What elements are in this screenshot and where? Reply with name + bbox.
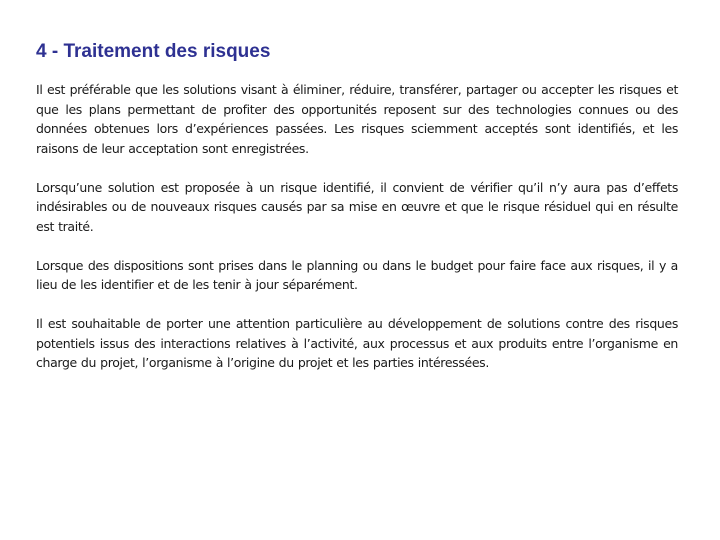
paragraph-accepted-risks: Il est préférable que les solutions visant à éliminer, réduire, transférer, partager ou accepter les risques et que les plans permettant de profiter des opportunités reposent sur des technologies connues ou des données obtenues lors d’expériences passées. Les risques sciemment acceptés sont identifiés, et les raisons de leur acceptation sont enregistrées. (36, 82, 678, 156)
slide-body (36, 80, 678, 392)
slide-title: 4 - Traitement des risques (36, 41, 271, 62)
paragraph-planning-budget: Lorsque des dispositions sont prises dans le planning ou dans le budget pour faire face aux risques, il y a lieu de les identifier et de les tenir à jour séparément. (36, 257, 678, 292)
paragraph-interactions: Il est souhaitable de porter une attention particulière au développement de solutions contre des risques potentiels issus des interactions relatives à l’activité, aux processus et aux produits entre l’organisme en charge du projet, l’organisme à l’origine du projet et les parties intéressées. (36, 316, 678, 370)
paragraph-residual-risk: Lorsqu’une solution est proposée à un risque identifié, il convient de vérifier qu’il n’y aura pas d’effets indésirables ou de nouveaux risques causés par sa mise en œuvre et que le risque résiduel qui en résulte est traité. (36, 179, 678, 234)
